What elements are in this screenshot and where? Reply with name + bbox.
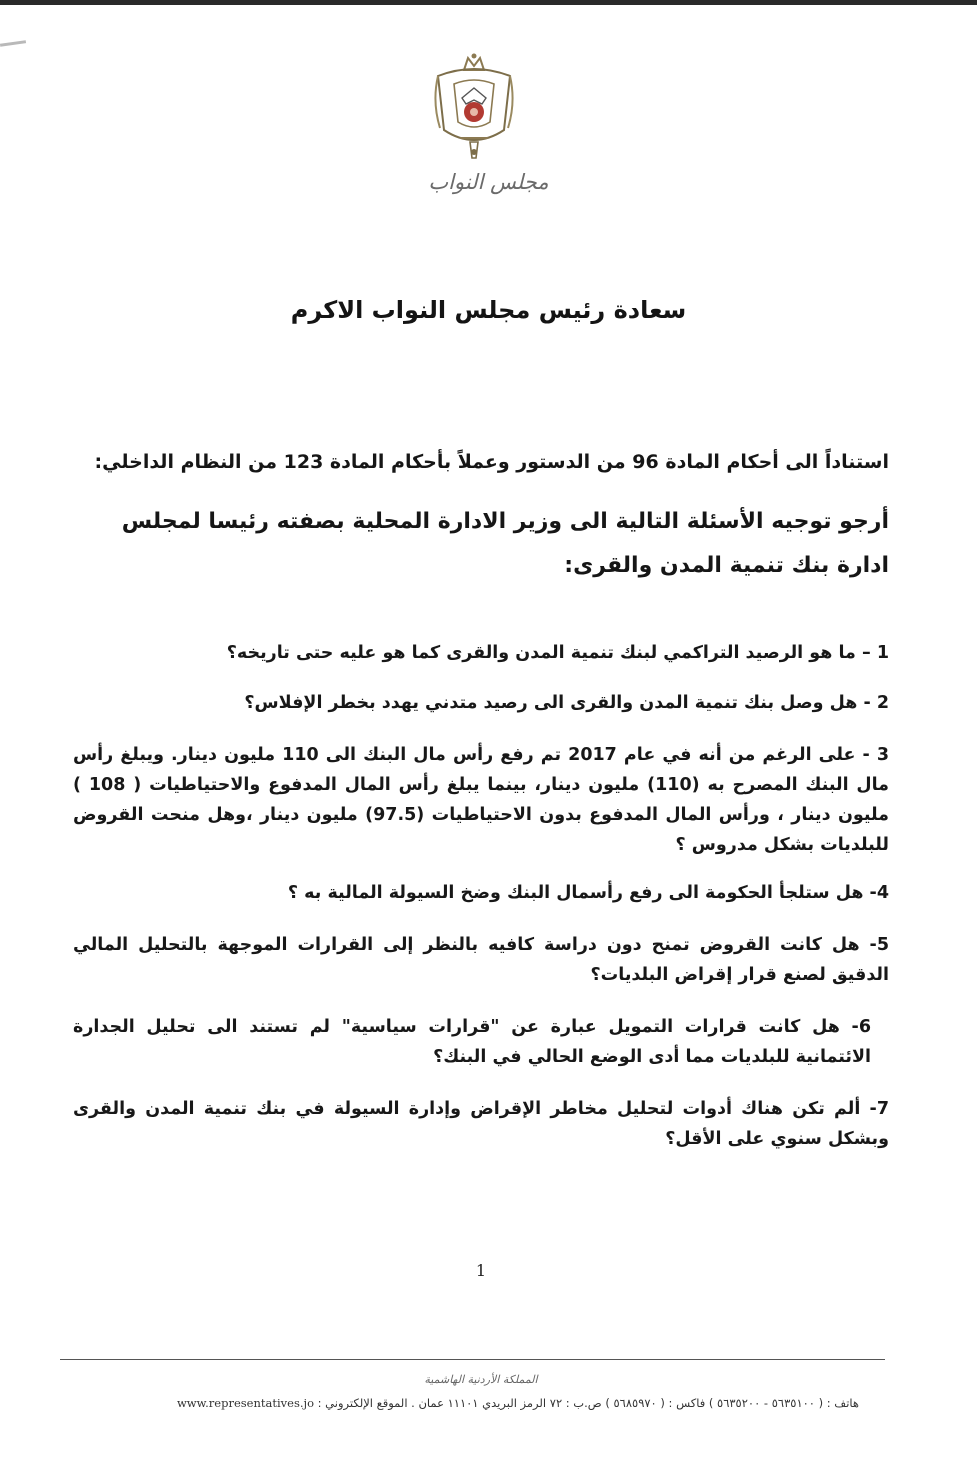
questions-list (73, 638, 889, 1176)
footer-website-link[interactable]: www.representatives.jo (176, 1396, 314, 1410)
question-item: 4- هل ستلجأ الحكومة الى رفع رأسمال البنك وضخ السيولة المالية به ؟ (287, 883, 889, 903)
question-item: 1 – ما هو الرصيد التراكمي لبنك تنمية المدن والقرى كما هو عليه حتى تاريخه؟ (226, 643, 889, 663)
question-item: 7- ألم تكن هناك أدوات لتحليل مخاطر الإقراض وإدارة السيولة في بنك تنمية المدن والقرى وبشكل سنوي على الأقل؟ (73, 1099, 889, 1149)
page-title: سعادة رئيس مجلس النواب الاكرم (290, 296, 687, 324)
page-number: 1 (475, 1261, 487, 1280)
scan-artifact (0, 40, 26, 47)
question-item: 5- هل كانت القروض تمنح دون دراسة كافيه بالنظر إلى القرارات الموجهة بالتحليل المالي الدقيق لصنع قرار إقراض البلديات؟ (73, 935, 889, 985)
top-border (0, 0, 977, 5)
question-item: 6- هل كانت قرارات التمويل عبارة عن "قرارات سياسية" لم تستند الى تحليل الجدارة الائتمانية للبلديات مما أدى الوضع الحالي في البنك؟ (73, 1017, 871, 1067)
footer-contact (177, 1396, 859, 1410)
question-item: 2 - هل وصل بنك تنمية المدن والقرى الى رصيد متدني يهدد بخطر الإفلاس؟ (244, 693, 889, 713)
question-item: 3 - على الرغم من أنه في عام 2017 تم رفع رأس مال البنك الى 110 مليون دينار. ويبلغ رأس مال البنك المصرح به (110) مليون دينار، بينما يبلغ رأس المال المدفوع والاحتياطيات ( 108 ) مليون دينار ، ورأس المال المدفوع بدون الاحتياطيات (97.5) مليون دينار ،وهل منحت القروض للبلديات بشكل مدروس ؟ (73, 745, 890, 855)
coat-of-arms (428, 52, 520, 162)
footer-divider (60, 1359, 885, 1360)
footer-kingdom-name: المملكة الأردنية الهاشمية (424, 1373, 538, 1386)
jordan-coat-of-arms-icon (428, 52, 520, 162)
footer-contact-details: هاتف : ( ٥٦٣٥١٠٠ - ٥٦٣٥٢٠٠ ) فاكس : ( ٥٦٨٥٩٧٠ ) ص.ب : ٧٢ الرمز البريدي ١١١٠١ عمان . الموقع الإلكتروني : (317, 1396, 859, 1410)
intro-legal-basis: استناداً الى أحكام المادة 96 من الدستور وعملاً بأحكام المادة 123 من النظام الداخلي: (94, 451, 889, 473)
intro-request: أرجو توجيه الأسئلة التالية الى وزير الادارة المحلية بصفته رئيسا لمجلس ادارة بنك تنمية المدن والقرى: (121, 509, 889, 578)
emblem-caption: مجلس النواب (428, 170, 549, 194)
